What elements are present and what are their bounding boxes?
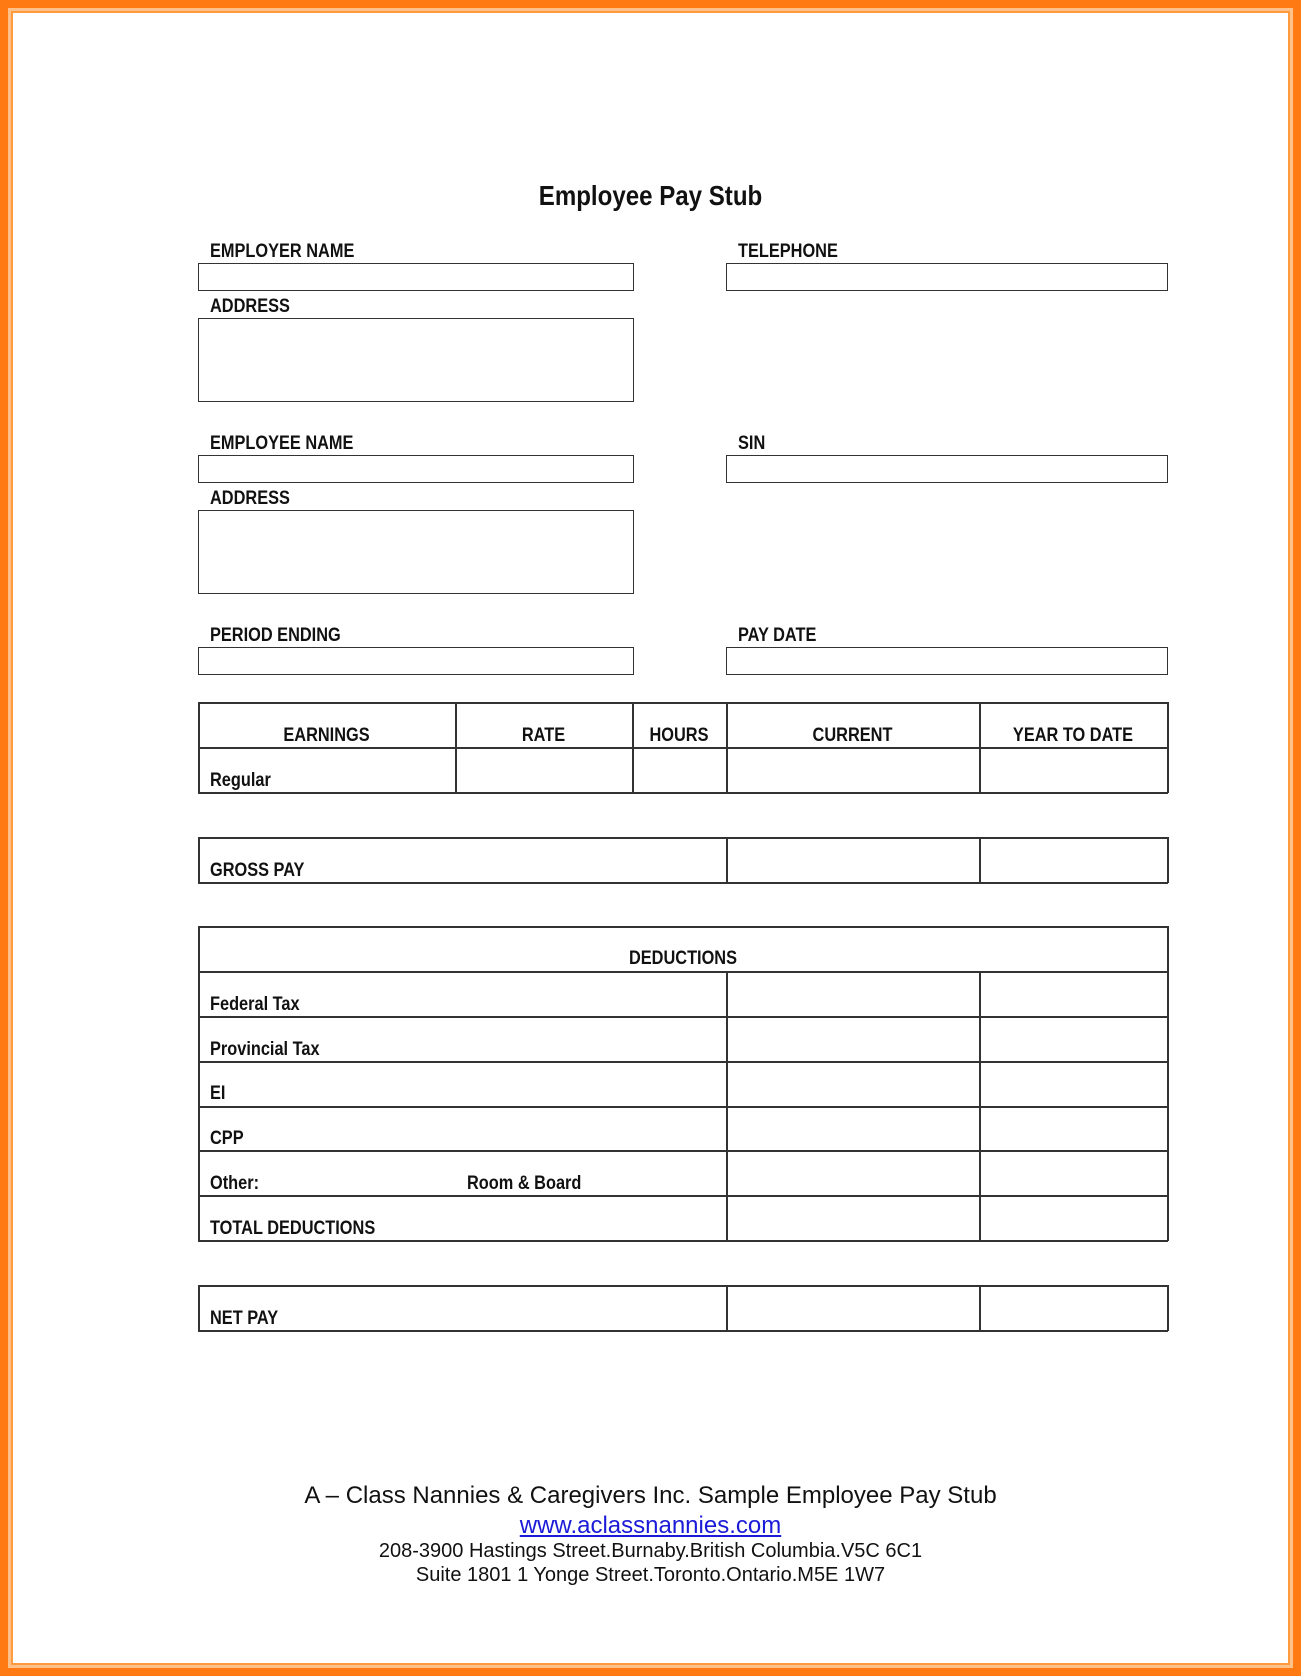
- gross-pay-ytd-cell[interactable]: [981, 839, 1166, 881]
- gross-pay-label: GROSS PAY: [210, 860, 305, 881]
- period-ending-field[interactable]: [198, 647, 634, 675]
- pay-date-field[interactable]: [726, 647, 1168, 675]
- regular-rate-cell[interactable]: [457, 749, 631, 791]
- employer-name-label: EMPLOYER NAME: [210, 241, 355, 262]
- cpp-ytd-cell[interactable]: [981, 1108, 1166, 1149]
- footer-address-1: 208-3900 Hastings Street.Burnaby.British Columbia.V5C 6C1: [378, 1540, 923, 1562]
- period-ending-label: PERIOD ENDING: [210, 625, 341, 646]
- total-deductions-label: TOTAL DEDUCTIONS: [210, 1218, 376, 1239]
- net-pay-ytd-cell[interactable]: [981, 1287, 1166, 1329]
- ei-ytd-cell[interactable]: [981, 1063, 1166, 1105]
- pay-date-label: PAY DATE: [738, 625, 817, 646]
- telephone-label: TELEPHONE: [738, 241, 838, 262]
- regular-row-label: Regular: [210, 770, 271, 791]
- total-deductions-current-cell[interactable]: [728, 1197, 978, 1239]
- sin-field[interactable]: [726, 455, 1168, 483]
- employer-address-field[interactable]: [198, 318, 634, 402]
- total-deductions-ytd-cell[interactable]: [981, 1197, 1166, 1239]
- rate-header: RATE: [521, 725, 566, 746]
- current-header: CURRENT: [812, 725, 893, 746]
- other-value: Room & Board: [467, 1173, 582, 1194]
- ytd-header: YEAR TO DATE: [1012, 725, 1134, 746]
- employee-name-field[interactable]: [198, 455, 634, 483]
- ei-label: EI: [210, 1083, 226, 1104]
- employee-name-label: EMPLOYEE NAME: [210, 433, 354, 454]
- cpp-current-cell[interactable]: [728, 1108, 978, 1149]
- other-label: Other:: [210, 1173, 260, 1194]
- regular-ytd-cell[interactable]: [981, 749, 1166, 791]
- other-ytd-cell[interactable]: [981, 1152, 1166, 1194]
- sin-label: SIN: [738, 433, 766, 454]
- employer-address-label: ADDRESS: [210, 296, 290, 317]
- hours-header: HOURS: [649, 725, 709, 746]
- other-current-cell[interactable]: [728, 1152, 978, 1194]
- gross-pay-current-cell[interactable]: [728, 839, 978, 881]
- regular-current-cell[interactable]: [728, 749, 978, 791]
- provincial-tax-ytd-cell[interactable]: [981, 1018, 1166, 1060]
- page-title: Employee Pay Stub: [538, 180, 763, 211]
- employee-address-field[interactable]: [198, 510, 634, 594]
- earnings-header: EARNINGS: [283, 725, 370, 746]
- federal-tax-label: Federal Tax: [210, 994, 300, 1015]
- footer-company: A – Class Nannies & Caregivers Inc. Sample Employee Pay Stub: [304, 1482, 997, 1509]
- footer-website-link[interactable]: www.aclassnannies.com: [519, 1512, 782, 1539]
- employer-name-field[interactable]: [198, 263, 634, 291]
- net-pay-current-cell[interactable]: [728, 1287, 978, 1329]
- footer-address-2: Suite 1801 1 Yonge Street.Toronto.Ontario.M5E 1W7: [415, 1564, 886, 1586]
- federal-tax-current-cell[interactable]: [728, 973, 978, 1015]
- provincial-tax-current-cell[interactable]: [728, 1018, 978, 1060]
- regular-hours-cell[interactable]: [634, 749, 725, 791]
- ei-current-cell[interactable]: [728, 1063, 978, 1105]
- cpp-label: CPP: [210, 1128, 244, 1149]
- deductions-header: DEDUCTIONS: [628, 948, 738, 969]
- federal-tax-ytd-cell[interactable]: [981, 973, 1166, 1015]
- telephone-field[interactable]: [726, 263, 1168, 291]
- employee-address-label: ADDRESS: [210, 488, 290, 509]
- provincial-tax-label: Provincial Tax: [210, 1039, 320, 1060]
- net-pay-label: NET PAY: [210, 1308, 279, 1329]
